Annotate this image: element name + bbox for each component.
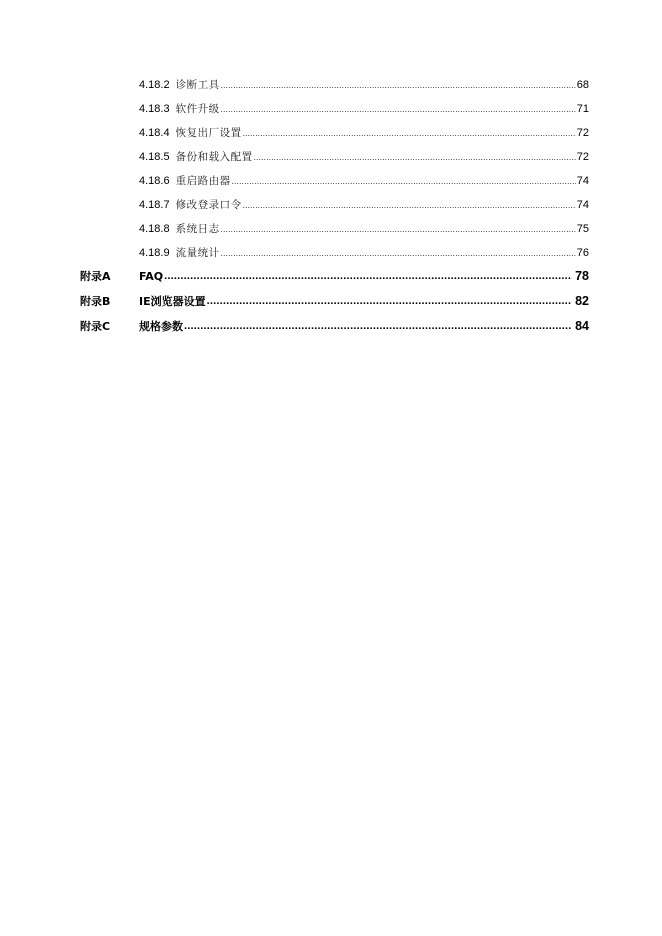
section-title: 流量统计: [175, 247, 220, 259]
toc-entry[interactable]: [139, 75, 589, 95]
appendix-label: 附录B: [80, 295, 111, 308]
section-number: 4.18.6: [139, 175, 170, 187]
page-number: 72: [576, 127, 589, 139]
toc-entry[interactable]: [139, 195, 589, 215]
dot-leader: [184, 319, 572, 333]
section-title: 诊断工具: [175, 79, 220, 91]
toc-appendix-entry[interactable]: [80, 316, 589, 336]
toc-appendix-entry[interactable]: [80, 291, 589, 311]
section-number: 4.18.2: [139, 79, 170, 91]
toc-entry[interactable]: [139, 171, 589, 191]
dot-leader: [207, 294, 572, 308]
dot-leader: [232, 174, 576, 188]
toc-entry[interactable]: [139, 243, 589, 263]
page-number: 74: [576, 199, 589, 211]
page-number: 84: [575, 319, 589, 333]
page-number: 72: [576, 151, 589, 163]
page-number: 71: [576, 103, 589, 115]
page-number: 68: [576, 79, 589, 91]
section-number: 4.18.5: [139, 151, 170, 163]
section-number: 4.18.7: [139, 199, 170, 211]
appendix-label: 附录C: [80, 320, 111, 333]
page-number: 78: [575, 269, 589, 283]
toc-entry[interactable]: [139, 219, 589, 239]
section-title: 软件升级: [175, 103, 220, 115]
page-number: 75: [576, 223, 589, 235]
section-title: 系统日志: [175, 223, 220, 235]
appendix-title: 规格参数: [139, 320, 183, 333]
page-number: 74: [576, 175, 589, 187]
section-number: 4.18.3: [139, 103, 170, 115]
dot-leader: [164, 269, 572, 283]
section-number: 4.18.9: [139, 247, 170, 259]
appendix-title: IE浏览器设置: [139, 295, 206, 308]
toc-entry[interactable]: [139, 99, 589, 119]
section-title: 修改登录口令: [175, 199, 242, 211]
section-number: 4.18.4: [139, 127, 170, 139]
toc-entry[interactable]: [139, 123, 589, 143]
section-title: 恢复出厂设置: [175, 127, 242, 139]
toc-entry[interactable]: [139, 147, 589, 167]
appendix-label: 附录A: [80, 270, 111, 283]
dot-leader: [254, 150, 576, 164]
dot-leader: [221, 78, 576, 92]
dot-leader: [243, 126, 576, 140]
appendix-title: FAQ: [139, 269, 164, 283]
section-number: 4.18.8: [139, 223, 170, 235]
page-number: 76: [576, 247, 589, 259]
dot-leader: [221, 102, 576, 116]
section-title: 备份和载入配置: [175, 151, 253, 163]
dot-leader: [221, 222, 576, 236]
toc-appendix-entry[interactable]: [80, 266, 589, 286]
section-title: 重启路由器: [175, 175, 231, 187]
dot-leader: [243, 198, 576, 212]
dot-leader: [221, 246, 576, 260]
page-number: 82: [575, 294, 589, 308]
